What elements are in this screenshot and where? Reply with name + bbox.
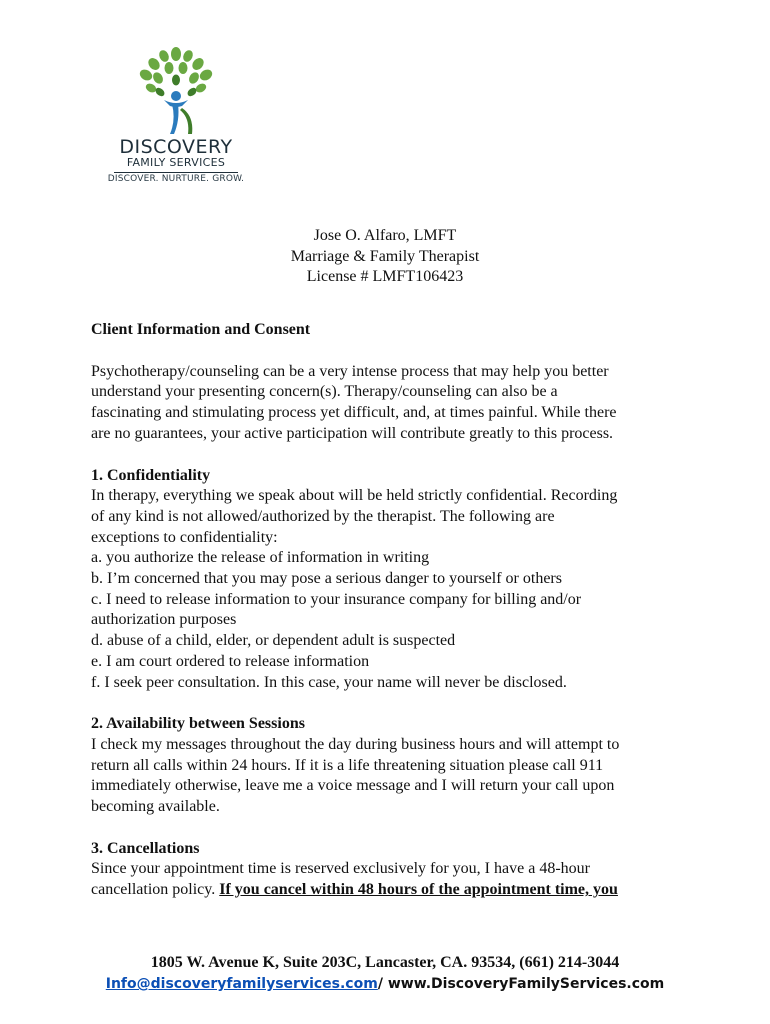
license-number: License # LMFT106423 — [306, 268, 464, 285]
confidentiality-line: exceptions to confidentiality: — [91, 528, 278, 546]
exception-item: authorization purposes — [91, 611, 237, 629]
cancellation-text: cancellation policy. — [91, 881, 220, 899]
availability-line: immediately otherwise, leave me a voice message and I will return your call upon — [91, 777, 615, 795]
intro-line: are no guarantees, your active participation will contribute greatly to this process. — [91, 424, 614, 442]
discovery-logo — [96, 44, 256, 194]
logo-tagline: DISCOVER. NURTURE. GROW. — [107, 174, 245, 184]
intro-line: understand your presenting concern(s). Therapy/counseling can also be a — [91, 383, 558, 401]
footer-contact — [0, 976, 770, 992]
availability-line: return all calls within 24 hours. If it is a life threatening situation please call 911 — [91, 756, 604, 774]
cancellation-line — [91, 880, 681, 901]
confidentiality-line: In therapy, everything we speak about will be held strictly confidential. Recording — [91, 487, 618, 505]
logo-name: DISCOVERY — [119, 136, 233, 158]
exception-item: f. I seek peer consultation. In this case, your name will never be disclosed. — [91, 673, 567, 691]
intro-line: Psychotherapy/counseling can be a very intense process that may help you better — [91, 362, 609, 380]
cancellation-policy-emphasis: If you cancel within 48 hours of the appointment time, you — [219, 881, 618, 899]
letterhead — [0, 226, 770, 288]
section-heading-confidentiality: 1. Confidentiality — [91, 466, 211, 484]
exception-item: b. I’m concerned that you may pose a serious danger to yourself or others — [91, 570, 562, 588]
logo-subname: FAMILY SERVICES — [126, 156, 226, 169]
document-title: Client Information and Consent — [91, 321, 311, 338]
section-heading-cancellations: 3. Cancellations — [91, 839, 200, 857]
cancellation-line: Since your appointment time is reserved exclusively for you, I have a 48-hour — [91, 860, 590, 878]
website-text: www.DiscoveryFamilyServices.com — [387, 976, 665, 992]
availability-line: becoming available. — [91, 798, 220, 816]
therapist-name: Jose O. Alfaro, LMFT — [313, 227, 457, 244]
tree-icon — [96, 44, 256, 136]
exception-item: c. I need to release information to your insurance company for billing and/or — [91, 590, 582, 608]
footer-separator: / — [377, 976, 388, 992]
exception-item: e. I am court ordered to release information — [91, 652, 370, 670]
confidentiality-line: of any kind is not allowed/authorized by the therapist. The following are — [91, 507, 555, 525]
document-body — [91, 320, 681, 901]
email-link[interactable]: Info@discoveryfamilyservices.com — [105, 976, 378, 992]
availability-line: I check my messages throughout the day during business hours and will attempt to — [91, 735, 620, 753]
footer-address: 1805 W. Avenue K, Suite 203C, Lancaster, CA. 93534, (661) 214-3044 — [150, 954, 620, 971]
therapist-title: Marriage & Family Therapist — [290, 247, 480, 265]
logo-divider — [114, 172, 238, 173]
intro-line: fascinating and stimulating process yet difficult, and, at times painful. While there — [91, 404, 617, 422]
section-heading-availability: 2. Availability between Sessions — [91, 715, 305, 733]
exception-item: a. you authorize the release of information in writing — [91, 549, 430, 567]
exception-item: d. abuse of a child, elder, or dependent adult is suspected — [91, 632, 456, 650]
